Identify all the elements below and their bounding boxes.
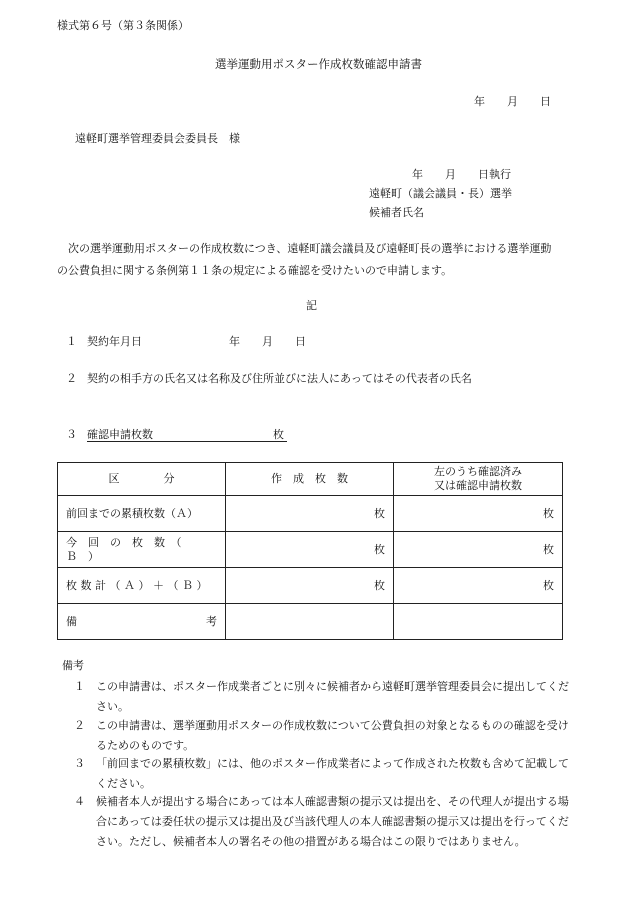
- cell-confirmed-unit[interactable]: 枚: [394, 532, 563, 568]
- note-item: [74, 716, 570, 756]
- item3-unit: 枚: [273, 428, 284, 441]
- election-date: 年 月 日執行: [412, 168, 511, 181]
- form-label: 様式第６号（第３条関係）: [57, 19, 189, 32]
- item3-label: 確認申請枚数: [87, 428, 153, 441]
- item1-number: １: [66, 335, 77, 348]
- row-label-total: 枚 数 計 （ Ａ ） ＋ （ Ｂ ）: [58, 568, 226, 604]
- item2-number: ２: [66, 372, 77, 385]
- candidate-name-label: 候補者氏名: [369, 206, 424, 219]
- cell-remarks-confirmed[interactable]: [394, 604, 563, 640]
- ki-heading: 記: [306, 299, 317, 312]
- row-label-current: 今 回 の 枚 数 （ Ｂ ）: [58, 532, 226, 568]
- addressee: 遠軽町選挙管理委員会委員長 様: [75, 132, 240, 145]
- item2-label: 契約の相手方の氏名又は名称及び住所並びに法人にあってはその代表者の氏名: [87, 372, 472, 385]
- item1-date: 年 月 日: [229, 335, 306, 348]
- note-text: 候補者本人が提出する場合にあっては本人確認書類の提示又は提出を、その代理人が提出する場合にあっては委任状の提示又は提出及び当該代理人の本人確認書類の提示又は提出を行ってください。ただし、候補者本人の署名その他の措置がある場合はこの限りではありません。: [96, 795, 569, 848]
- item3-field: [87, 429, 287, 442]
- row-label-remarks: 備 考: [58, 604, 226, 640]
- row-label-cumulative: 前回までの累積枚数（Ａ）: [58, 496, 226, 532]
- table-row: [58, 604, 563, 640]
- note-text: この申請書は、ポスター作成業者ごとに別々に候補者から遠軽町選挙管理委員会に提出してください。: [96, 680, 569, 713]
- note-item: [74, 792, 570, 852]
- cell-remarks-produced[interactable]: [226, 604, 394, 640]
- poster-count-table: [57, 462, 563, 640]
- document-title: 選挙運動用ポスター作成枚数確認申請書: [215, 57, 422, 71]
- note-number: ２: [74, 719, 85, 732]
- intro-paragraph: 次の選挙運動用ポスターの作成枚数につき、遠軽町議会議員及び遠軽町長の選挙における選挙運動の公費負担に関する条例第１１条の規定による確認を受けたいので申請します。: [57, 242, 552, 277]
- table-header-row: [58, 463, 563, 496]
- header-produced-count: 作 成 枚 数: [226, 463, 394, 496]
- note-item: [74, 754, 570, 794]
- cell-confirmed-unit[interactable]: 枚: [394, 496, 563, 532]
- item1-label: 契約年月日: [87, 335, 142, 348]
- cell-produced-unit[interactable]: 枚: [226, 532, 394, 568]
- table-row: [58, 568, 563, 604]
- application-date: 年 月 日: [474, 95, 551, 108]
- item3-number: ３: [66, 428, 77, 441]
- note-item: [74, 677, 570, 717]
- header-category: 区 分: [58, 463, 226, 496]
- table-row: [58, 496, 563, 532]
- cell-confirmed-unit[interactable]: 枚: [394, 568, 563, 604]
- note-number: ４: [74, 795, 85, 808]
- cell-produced-unit[interactable]: 枚: [226, 496, 394, 532]
- election-name: 遠軽町（議会議員・長）選挙: [369, 187, 512, 200]
- cell-produced-unit[interactable]: 枚: [226, 568, 394, 604]
- note-number: ３: [74, 757, 85, 770]
- note-text: 「前回までの累積枚数」には、他のポスター作成業者によって作成された枚数も含めて記載してください。: [96, 757, 569, 790]
- note-text: この申請書は、選挙運動用ポスターの作成枚数について公費負担の対象となるものの確認を受けるためのものです。: [96, 719, 569, 752]
- table-row: [58, 532, 563, 568]
- header-confirmed-count: 左のうち確認済み 又は確認申請枚数: [394, 463, 563, 496]
- notes-title: 備考: [62, 659, 84, 672]
- note-number: １: [74, 680, 85, 693]
